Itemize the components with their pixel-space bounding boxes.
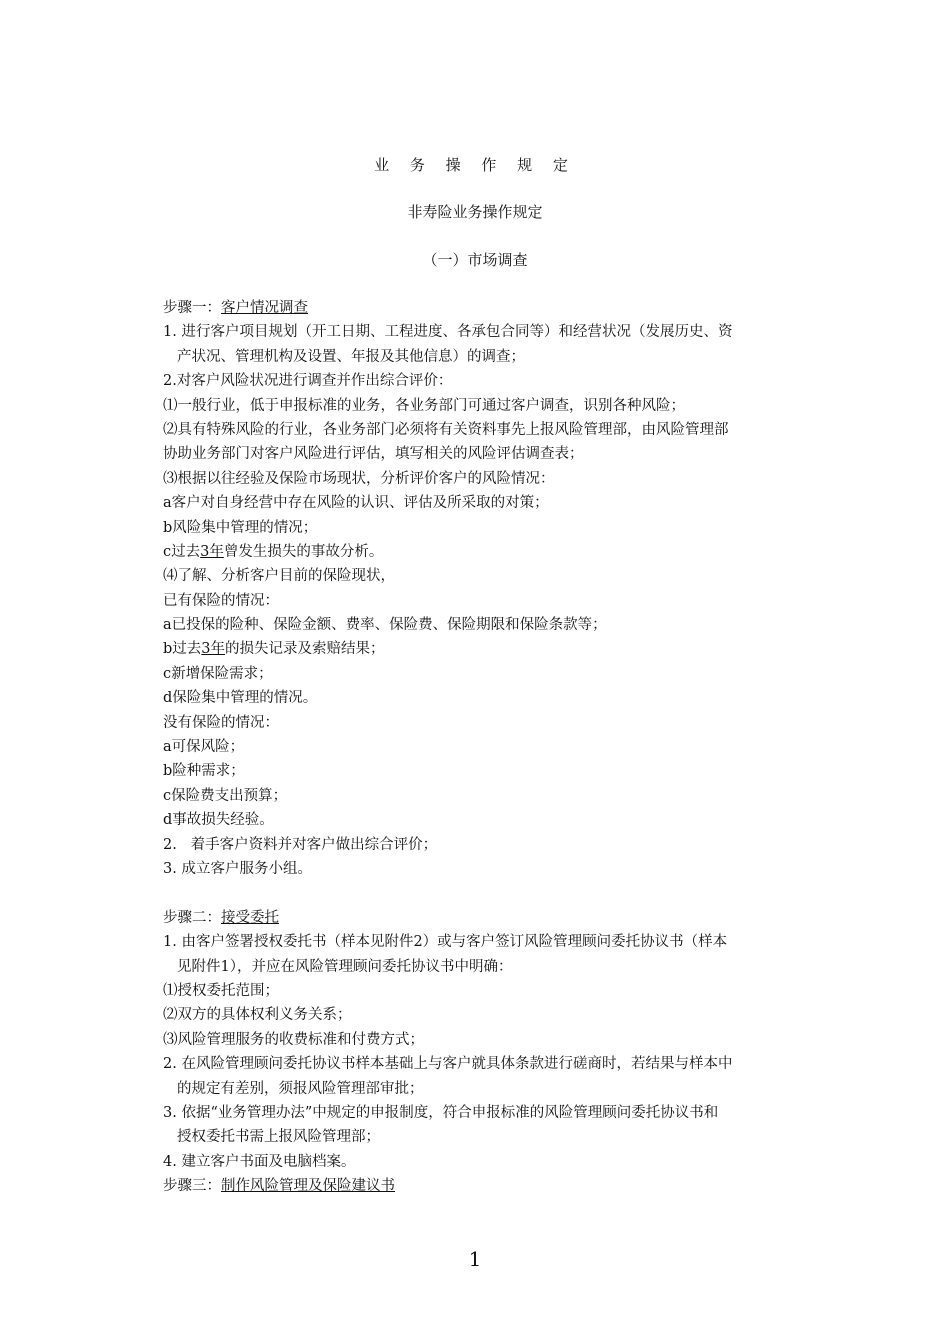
- section-heading: （一）市场调查: [422, 251, 528, 269]
- paragraph-line: 的规定有差别，须报风险管理部审批；: [177, 1080, 424, 1097]
- paragraph-line: 2.对客户风险状况进行调查并作出综合评价：: [163, 373, 453, 390]
- paragraph-line: ⑵具有特殊风险的行业，各业务部门必须将有关资料事先上报风险管理部，由风险管理部: [163, 421, 729, 438]
- paragraph-line: 授权委托书需上报风险管理部；: [177, 1129, 380, 1146]
- step1-heading: [163, 296, 828, 320]
- paragraph-line: a客户对自身经营中存在风险的认识、评估及所采取的对策；: [163, 495, 549, 512]
- paragraph-line: [163, 540, 828, 564]
- paragraph-line: 4. 建立客户书面及电脑档案。: [163, 1153, 356, 1170]
- paragraph-line: ⑴授权委托范围；: [163, 982, 279, 999]
- paragraph-line: 产状况、管理机构及设置、年报及其他信息）的调查；: [177, 348, 525, 365]
- step2-heading: [163, 906, 828, 930]
- step2-title: 接受委托: [221, 909, 279, 926]
- text-run: 曾发生损失的事故分析。: [223, 543, 384, 560]
- underlined-text: 3年: [200, 543, 224, 560]
- paragraph-line: ⑵双方的具体权利义务关系；: [163, 1007, 352, 1024]
- paragraph-line: 3. 成立客户服务小组。: [163, 860, 312, 877]
- paragraph-line: 2. 着手客户资料并对客户做出综合评价；: [163, 836, 438, 853]
- paragraph-line: [163, 637, 828, 661]
- paragraph-line: d事故损失经验。: [163, 812, 274, 829]
- paragraph-line: ⑴一般行业，低于申报标准的业务，各业务部门可通过客户调查，识别各种风险；: [163, 397, 685, 414]
- step2-prefix: 步骤二：: [163, 909, 221, 926]
- paragraph-line: 见附件1），并应在风险管理顾问委托协议书中明确：: [177, 958, 513, 975]
- text-run: c过去: [163, 543, 201, 560]
- paragraph-line: 没有保险的情况：: [163, 714, 279, 731]
- paragraph-line: 已有保险的情况：: [163, 592, 279, 609]
- paragraph-line: d保险集中管理的情况。: [163, 690, 318, 707]
- step3-title: 制作风险管理及保险建议书: [221, 1178, 395, 1195]
- step3-heading: [163, 1174, 828, 1198]
- spacer: [163, 881, 828, 905]
- step1-prefix: 步骤一：: [163, 300, 221, 316]
- paragraph-line: 3. 依据“业务管理办法”中规定的申报制度，符合申报标准的风险管理顾问委托协议书和: [163, 1104, 719, 1121]
- paragraph-line: c新增保险需求；: [163, 665, 273, 682]
- paragraph-line: b险种需求；: [163, 763, 245, 780]
- step3-prefix: 步骤三：: [163, 1178, 221, 1195]
- page-number: 1: [468, 1247, 482, 1271]
- document-subtitle: 非寿险业务操作规定: [407, 203, 543, 221]
- paragraph-line: ⑷了解、分析客户目前的保险现状，: [163, 568, 395, 585]
- paragraph-line: 2. 在风险管理顾问委托协议书样本基础上与客户就具体条款进行磋商时，若结果与样本中: [163, 1056, 733, 1073]
- document-body: [163, 296, 828, 1198]
- paragraph-line: 协助业务部门对客户风险进行评估，填写相关的风险评估调查表；: [163, 446, 584, 463]
- paragraph-line: ⑶根据以往经验及保险市场现状，分析评价客户的风险情况：: [163, 470, 555, 487]
- paragraph-line: b风险集中管理的情况；: [163, 519, 318, 536]
- paragraph-line: 1. 进行客户项目规划（开工日期、工程进度、各承包合同等）和经营状况（发展历史、资: [163, 324, 733, 341]
- underlined-text: 3年: [201, 641, 226, 658]
- step1-title: 客户情况调查: [221, 300, 308, 316]
- text-run: 的损失记录及索赔结果；: [225, 641, 385, 658]
- paragraph-line: a可保风险；: [163, 739, 245, 756]
- text-run: b过去: [163, 641, 202, 658]
- document-title: 业 务 操 作 规 定: [374, 156, 576, 174]
- paragraph-line: ⑶风险管理服务的收费标准和付费方式；: [163, 1031, 424, 1048]
- paragraph-line: 1. 由客户签署授权委托书（样本见附件2）或与客户签订风险管理顾问委托协议书（样本: [163, 934, 728, 951]
- paragraph-line: c保险费支出预算；: [163, 787, 288, 804]
- paragraph-line: a已投保的险种、保险金额、费率、保险费、保险期限和保险条款等；: [163, 617, 607, 634]
